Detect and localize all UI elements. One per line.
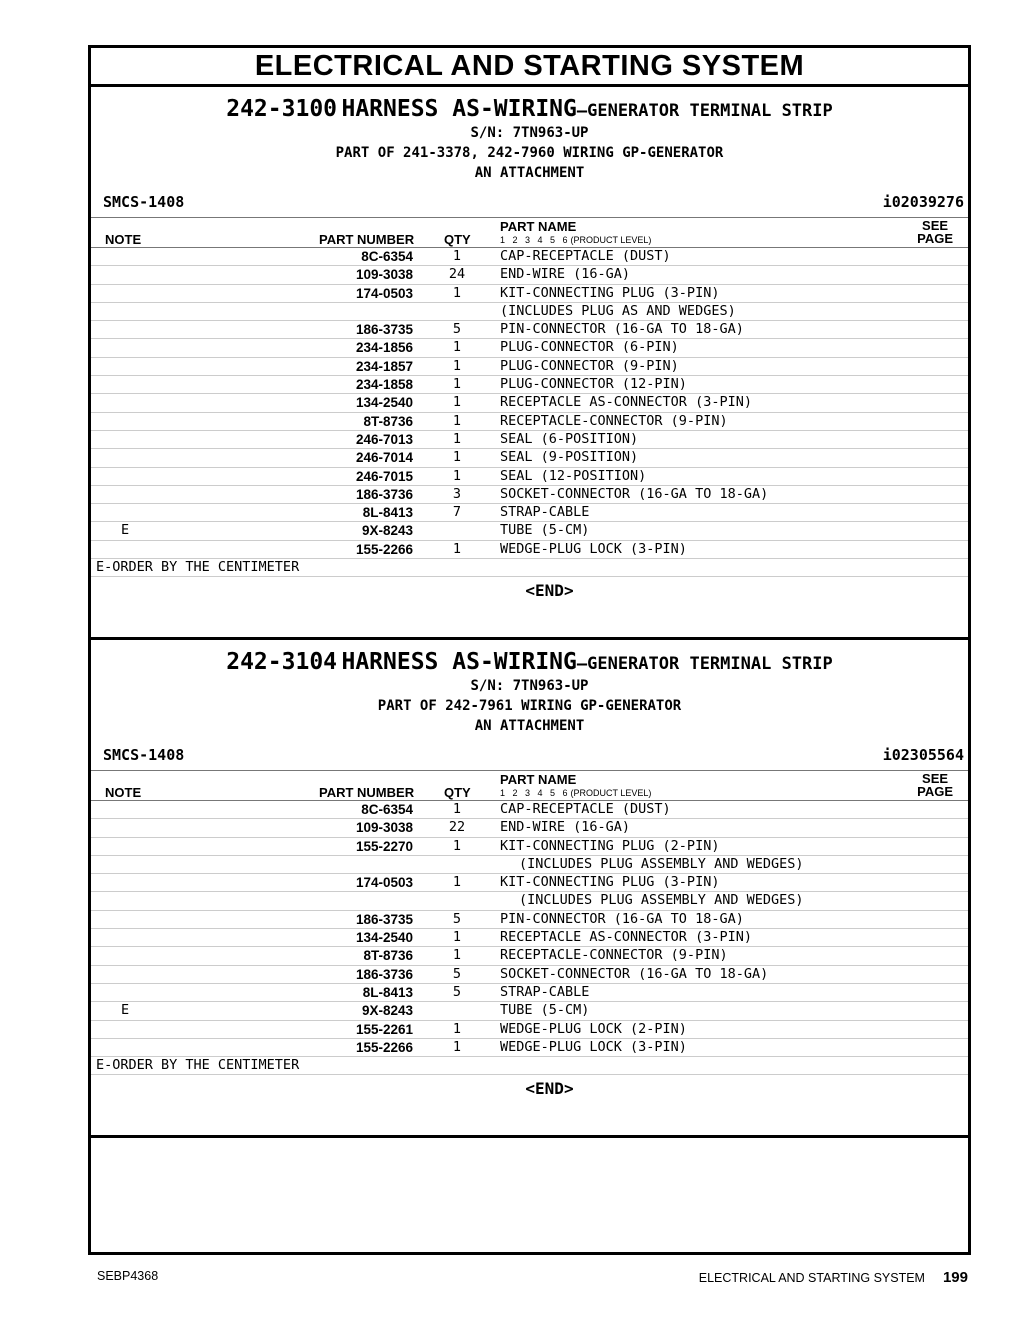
part-name-cell: RECEPTACLE-CONNECTOR (9-PIN)	[500, 412, 728, 429]
part-number-cell: 234-1858	[355, 377, 413, 393]
part-number-cell: 186-3735	[355, 911, 413, 927]
part-number-cell: 155-2270	[355, 838, 413, 854]
table-row	[91, 819, 968, 837]
col-part-name: PART NAME	[500, 219, 577, 234]
qty-cell: 1	[452, 801, 462, 817]
part-name-cell: CAP-RECEPTACLE (DUST)	[500, 801, 671, 817]
part-number-cell: 246-7014	[355, 450, 413, 466]
part-name-cell: SEAL (9-POSITION)	[500, 449, 639, 466]
part-name-cell: KIT-CONNECTING PLUG (3-PIN)	[500, 874, 720, 891]
part-number-cell: 174-0503	[355, 285, 413, 301]
part-number-cell: 155-2266	[355, 541, 413, 557]
column-header	[91, 770, 968, 801]
parts-rows	[91, 801, 968, 1057]
part-name-cell: WEDGE-PLUG LOCK (3-PIN)	[500, 1038, 687, 1055]
part-name-cell: PIN-CONNECTOR (16-GA TO 18-GA)	[500, 321, 744, 338]
part-number-cell: 8T-8736	[363, 413, 413, 429]
qty-cell: 5	[452, 910, 462, 927]
attachment-line: AN ATTACHMENT	[474, 718, 585, 734]
part-number-cell: 8C-6354	[361, 802, 413, 817]
qty-cell: 1	[452, 376, 462, 393]
col-note: NOTE	[105, 232, 142, 247]
serial-range: S/N: 7TN963-UP	[470, 125, 589, 141]
table-row	[91, 856, 968, 874]
footer-section-name: ELECTRICAL AND STARTING SYSTEM	[698, 1271, 925, 1285]
table-row	[91, 339, 968, 357]
table-row	[91, 966, 968, 984]
part-name-cell: SOCKET-CONNECTOR (16-GA TO 18-GA)	[500, 965, 769, 982]
part-name-cell: RECEPTACLE-CONNECTOR (9-PIN)	[500, 947, 728, 964]
page-title: ELECTRICAL AND STARTING SYSTEM	[91, 48, 968, 87]
qty-cell: 1	[452, 1038, 462, 1055]
table-row	[91, 1021, 968, 1039]
part-number-cell: 134-2540	[355, 395, 413, 411]
part-number-cell: 246-7015	[355, 468, 413, 484]
part-number-cell: 8L-8413	[362, 984, 413, 1000]
note-cell: E	[121, 1002, 130, 1019]
parts-section-2	[91, 648, 968, 1138]
column-header	[91, 217, 968, 248]
qty-cell: 24	[448, 266, 466, 283]
footer-doc-id: SEBP4368	[97, 1269, 159, 1283]
qty-cell: 1	[452, 449, 462, 466]
part-of-line: PART OF 242-7961 WIRING GP-GENERATOR	[377, 698, 682, 714]
part-of-line: PART OF 241-3378, 242-7960 WIRING GP-GENERATOR	[335, 145, 724, 161]
part-number-cell: 109-3038	[355, 820, 413, 836]
table-row	[91, 892, 968, 910]
qty-cell: 22	[448, 819, 466, 836]
part-name-cell: END-WIRE (16-GA)	[500, 266, 631, 283]
table-row	[91, 929, 968, 947]
note-cell: E	[121, 522, 130, 539]
qty-cell: 1	[452, 540, 462, 557]
qty-cell: 1	[452, 837, 462, 854]
part-name-cell: END-WIRE (16-GA)	[500, 819, 631, 836]
qty-cell: 1	[452, 284, 462, 301]
part-number-cell: 9X-8243	[361, 523, 413, 539]
col-part-number: PART NUMBER	[319, 785, 415, 800]
col-note: NOTE	[105, 785, 142, 800]
part-number-cell: 155-2261	[355, 1021, 413, 1037]
part-name-cell: RECEPTACLE AS-CONNECTOR (3-PIN)	[500, 394, 752, 411]
part-number-cell: 109-3038	[355, 267, 413, 283]
footnote: E-ORDER BY THE CENTIMETER	[91, 559, 968, 577]
section-name-suffix: –GENERATOR TERMINAL STRIP	[576, 101, 833, 121]
col-see-page: SEE PAGE	[917, 771, 953, 799]
part-name-cell: PLUG-CONNECTOR (9-PIN)	[500, 357, 679, 374]
table-row	[91, 248, 968, 266]
part-number-cell: 134-2540	[355, 930, 413, 946]
part-name-cell: PLUG-CONNECTOR (6-PIN)	[500, 339, 679, 356]
table-row	[91, 303, 968, 321]
part-name-cell: (INCLUDES PLUG ASSEMBLY AND WEDGES)	[519, 892, 804, 909]
part-name-cell: PIN-CONNECTOR (16-GA TO 18-GA)	[500, 910, 744, 927]
table-row	[91, 376, 968, 394]
part-name-cell: RECEPTACLE AS-CONNECTOR (3-PIN)	[500, 929, 752, 946]
table-row	[91, 522, 968, 540]
part-number-cell: 9X-8243	[361, 1003, 413, 1019]
qty-cell: 5	[452, 983, 462, 1000]
qty-cell: 1	[452, 874, 462, 891]
table-row	[91, 468, 968, 486]
col-part-name: PART NAME	[500, 772, 577, 787]
table-row	[91, 321, 968, 339]
section-part-number: 242-3100	[226, 96, 338, 122]
section-title	[91, 648, 968, 676]
qty-cell: 3	[452, 485, 462, 502]
table-row	[91, 911, 968, 929]
part-number-cell: 155-2266	[355, 1039, 413, 1055]
footer-right	[699, 1269, 968, 1286]
qty-cell: 1	[452, 248, 462, 264]
qty-cell: 1	[452, 394, 462, 411]
qty-cell: 1	[452, 467, 462, 484]
table-row	[91, 358, 968, 376]
part-name-cell: SEAL (6-POSITION)	[500, 430, 639, 447]
table-row	[91, 1039, 968, 1057]
part-number-cell: 8T-8736	[363, 948, 413, 964]
smcs-code: SMCS-1408	[103, 746, 185, 764]
part-name-cell: PLUG-CONNECTOR (12-PIN)	[500, 376, 687, 393]
table-row	[91, 541, 968, 559]
qty-cell: 7	[452, 504, 462, 521]
part-name-cell: STRAP-CABLE	[500, 983, 590, 1000]
part-number-cell: 186-3735	[355, 322, 413, 338]
table-row	[91, 947, 968, 965]
part-name-cell: CAP-RECEPTACLE (DUST)	[500, 248, 671, 264]
part-name-cell: WEDGE-PLUG LOCK (3-PIN)	[500, 540, 687, 557]
illustration-id: i02305564	[882, 746, 964, 764]
end-marker: <END>	[525, 581, 574, 601]
table-row	[91, 874, 968, 892]
section-name: HARNESS AS-WIRING	[341, 96, 577, 122]
qty-cell: 1	[452, 947, 462, 964]
table-row	[91, 801, 968, 819]
parts-section-1	[91, 95, 968, 640]
col-levels: 1 2 3 4 5 6 (PRODUCT LEVEL)	[500, 788, 652, 798]
smcs-row	[91, 742, 968, 770]
part-number-cell: 186-3736	[355, 966, 413, 982]
part-name-cell: TUBE (5-CM)	[500, 522, 590, 539]
attachment-line: AN ATTACHMENT	[474, 165, 585, 181]
part-name-cell: (INCLUDES PLUG AS AND WEDGES)	[500, 302, 736, 319]
part-number-cell: 186-3736	[355, 486, 413, 502]
page-frame	[88, 45, 971, 1255]
parts-rows	[91, 248, 968, 559]
part-name-cell: WEDGE-PLUG LOCK (2-PIN)	[500, 1020, 687, 1037]
end-marker: <END>	[525, 1079, 574, 1099]
qty-cell: 1	[452, 430, 462, 447]
part-name-cell: KIT-CONNECTING PLUG (2-PIN)	[500, 837, 720, 854]
footnote: E-ORDER BY THE CENTIMETER	[91, 1057, 968, 1075]
table-row	[91, 449, 968, 467]
part-number-cell: 8C-6354	[361, 249, 413, 264]
part-number-cell: 234-1856	[355, 340, 413, 356]
col-levels: 1 2 3 4 5 6 (PRODUCT LEVEL)	[500, 235, 652, 245]
table-row	[91, 486, 968, 504]
illustration-id: i02039276	[882, 193, 964, 211]
table-row	[91, 984, 968, 1002]
part-number-cell: 234-1857	[355, 358, 413, 374]
part-name-cell: SEAL (12-POSITION)	[500, 467, 647, 484]
qty-cell: 1	[452, 929, 462, 946]
part-number-cell: 246-7013	[355, 431, 413, 447]
qty-cell: 1	[452, 357, 462, 374]
part-name-cell: (INCLUDES PLUG ASSEMBLY AND WEDGES)	[519, 855, 804, 872]
table-row	[91, 504, 968, 522]
part-name-cell: TUBE (5-CM)	[500, 1002, 590, 1019]
col-qty: QTY	[444, 785, 471, 800]
qty-cell: 5	[452, 321, 462, 338]
serial-range: S/N: 7TN963-UP	[470, 678, 589, 694]
section-name: HARNESS AS-WIRING	[341, 649, 577, 675]
table-row	[91, 838, 968, 856]
part-name-cell: STRAP-CABLE	[500, 504, 590, 521]
smcs-code: SMCS-1408	[103, 193, 185, 211]
section-part-number: 242-3104	[226, 649, 338, 675]
col-part-number: PART NUMBER	[319, 232, 415, 247]
qty-cell: 1	[452, 1020, 462, 1037]
qty-cell: 1	[452, 412, 462, 429]
col-qty: QTY	[444, 232, 471, 247]
section-name-suffix: –GENERATOR TERMINAL STRIP	[576, 654, 833, 674]
table-row	[91, 431, 968, 449]
smcs-row	[91, 189, 968, 217]
qty-cell: 1	[452, 339, 462, 356]
part-number-cell: 174-0503	[355, 875, 413, 891]
table-row	[91, 266, 968, 284]
table-row	[91, 285, 968, 303]
col-see-page: SEE PAGE	[917, 218, 953, 246]
table-row	[91, 413, 968, 431]
section-title	[91, 95, 968, 123]
part-number-cell: 8L-8413	[362, 505, 413, 521]
table-row	[91, 394, 968, 412]
part-name-cell: KIT-CONNECTING PLUG (3-PIN)	[500, 284, 720, 301]
page-number: 199	[942, 1269, 968, 1286]
table-row	[91, 1002, 968, 1020]
part-name-cell: SOCKET-CONNECTOR (16-GA TO 18-GA)	[500, 485, 769, 502]
qty-cell: 5	[452, 965, 462, 982]
